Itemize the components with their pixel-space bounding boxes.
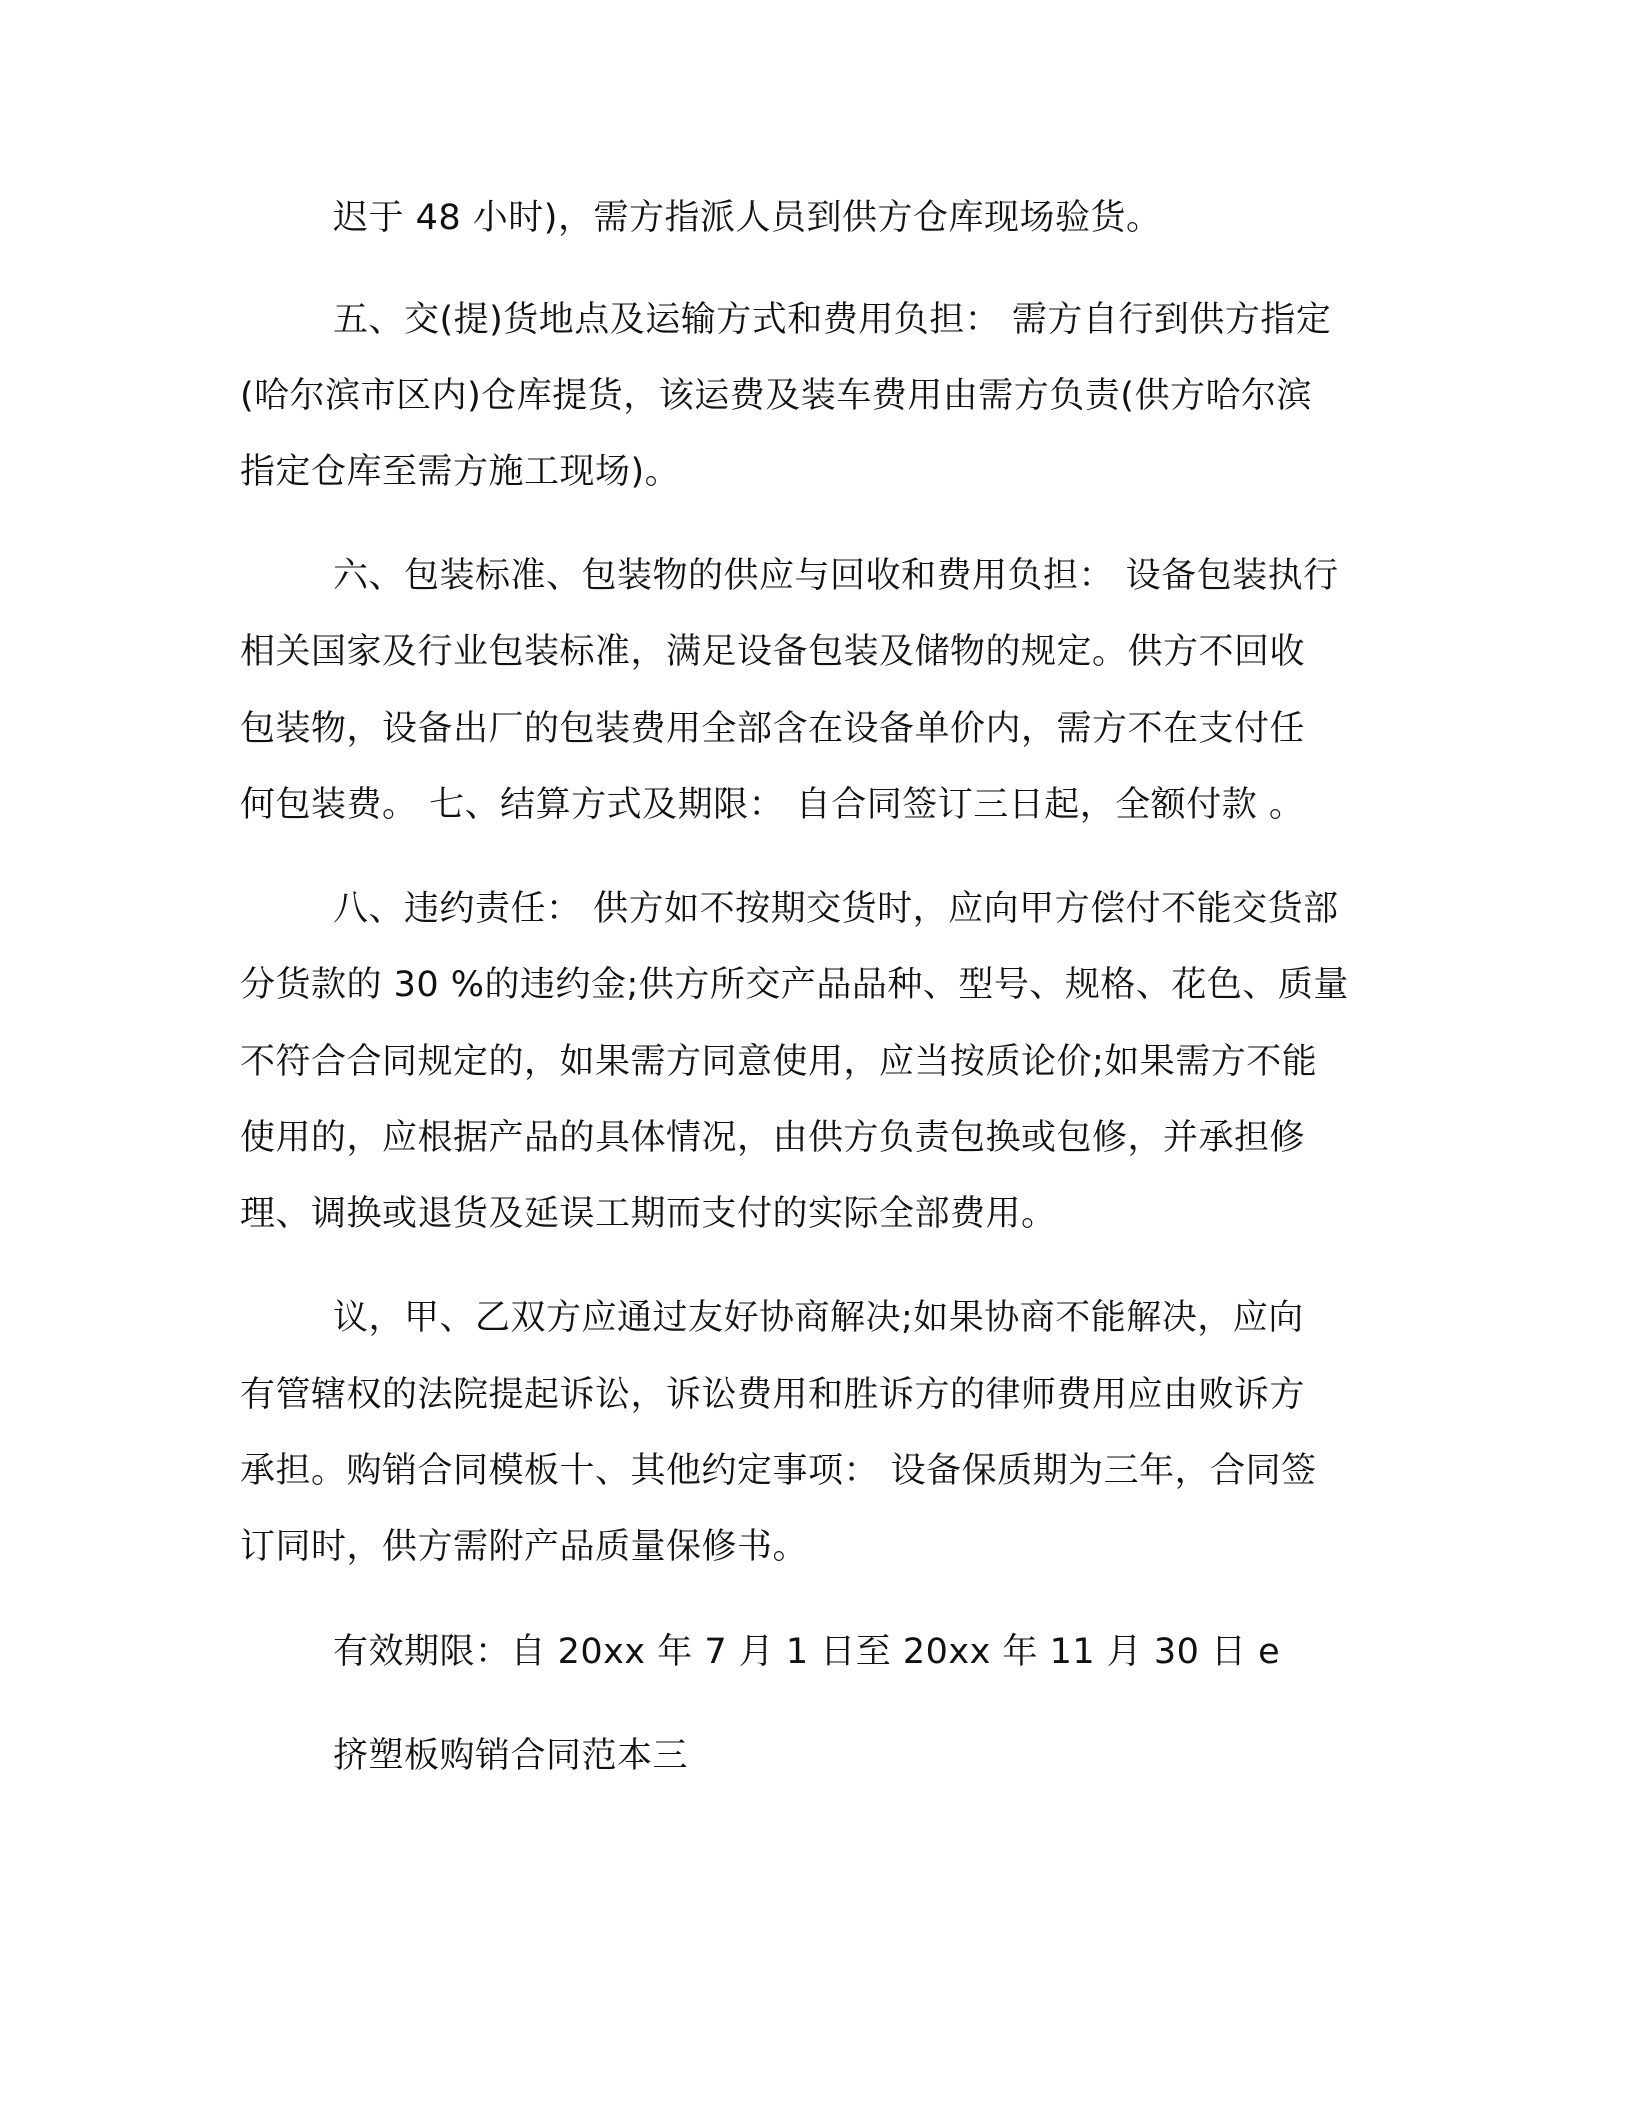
paragraph-line: 分货款的 30 %的违约金;供方所交产品品种、型号、规格、花色、质量 [240,965,1349,1005]
paragraph-line: 有管辖权的法院提起诉讼，诉讼费用和胜诉方的律师费用应由败诉方 [240,1375,1306,1415]
paragraph-line: 订同时，供方需附产品质量保修书。 [240,1527,809,1567]
paragraph-line: 承担。购销合同模板十、其他约定事项： 设备保质期为三年，合同签 [240,1451,1317,1491]
paragraph-line: 八、违约责任： 供方如不按期交货时，应向甲方偿付不能交货部 [333,889,1339,929]
paragraph-line: 迟于 48 小时)，需方指派人员到供方仓库现场验货。 [333,198,1162,238]
paragraph-line: 五、交(提)货地点及运输方式和费用负担： 需方自行到供方指定 [333,300,1332,340]
paragraph-line: (哈尔滨市区内)仓库提货，该运费及装车费用由需方负责(供方哈尔滨 [240,376,1312,416]
paragraph-line: 理、调换或退货及延误工期而支付的实际全部费用。 [240,1194,1057,1234]
paragraph-line: 有效期限：自 20xx 年 7 月 1 日至 20xx 年 11 月 30 日 e [333,1632,1281,1672]
paragraph-line: 何包装费。 七、结算方式及期限： 自合同签订三日起，全额付款 。 [240,785,1305,825]
paragraph-line: 指定仓库至需方施工现场)。 [240,452,681,492]
paragraph-line: 相关国家及行业包装标准，满足设备包装及储物的规定。供方不回收 [240,632,1306,672]
paragraph-line: 不符合合同规定的，如果需方同意使用，应当按质论价;如果需方不能 [240,1042,1318,1082]
section-title: 挤塑板购销合同范本三 [333,1736,689,1776]
paragraph-line: 使用的，应根据产品的具体情况，由供方负责包换或包修，并承担修 [240,1118,1306,1158]
paragraph-line: 六、包装标准、包装物的供应与回收和费用负担： 设备包装执行 [333,556,1339,596]
paragraph-line: 议，甲、乙双方应通过友好协商解决;如果协商不能解决，应向 [333,1298,1304,1338]
paragraph-line: 包装物，设备出厂的包装费用全部含在设备单价内，需方不在支付任 [240,709,1306,749]
